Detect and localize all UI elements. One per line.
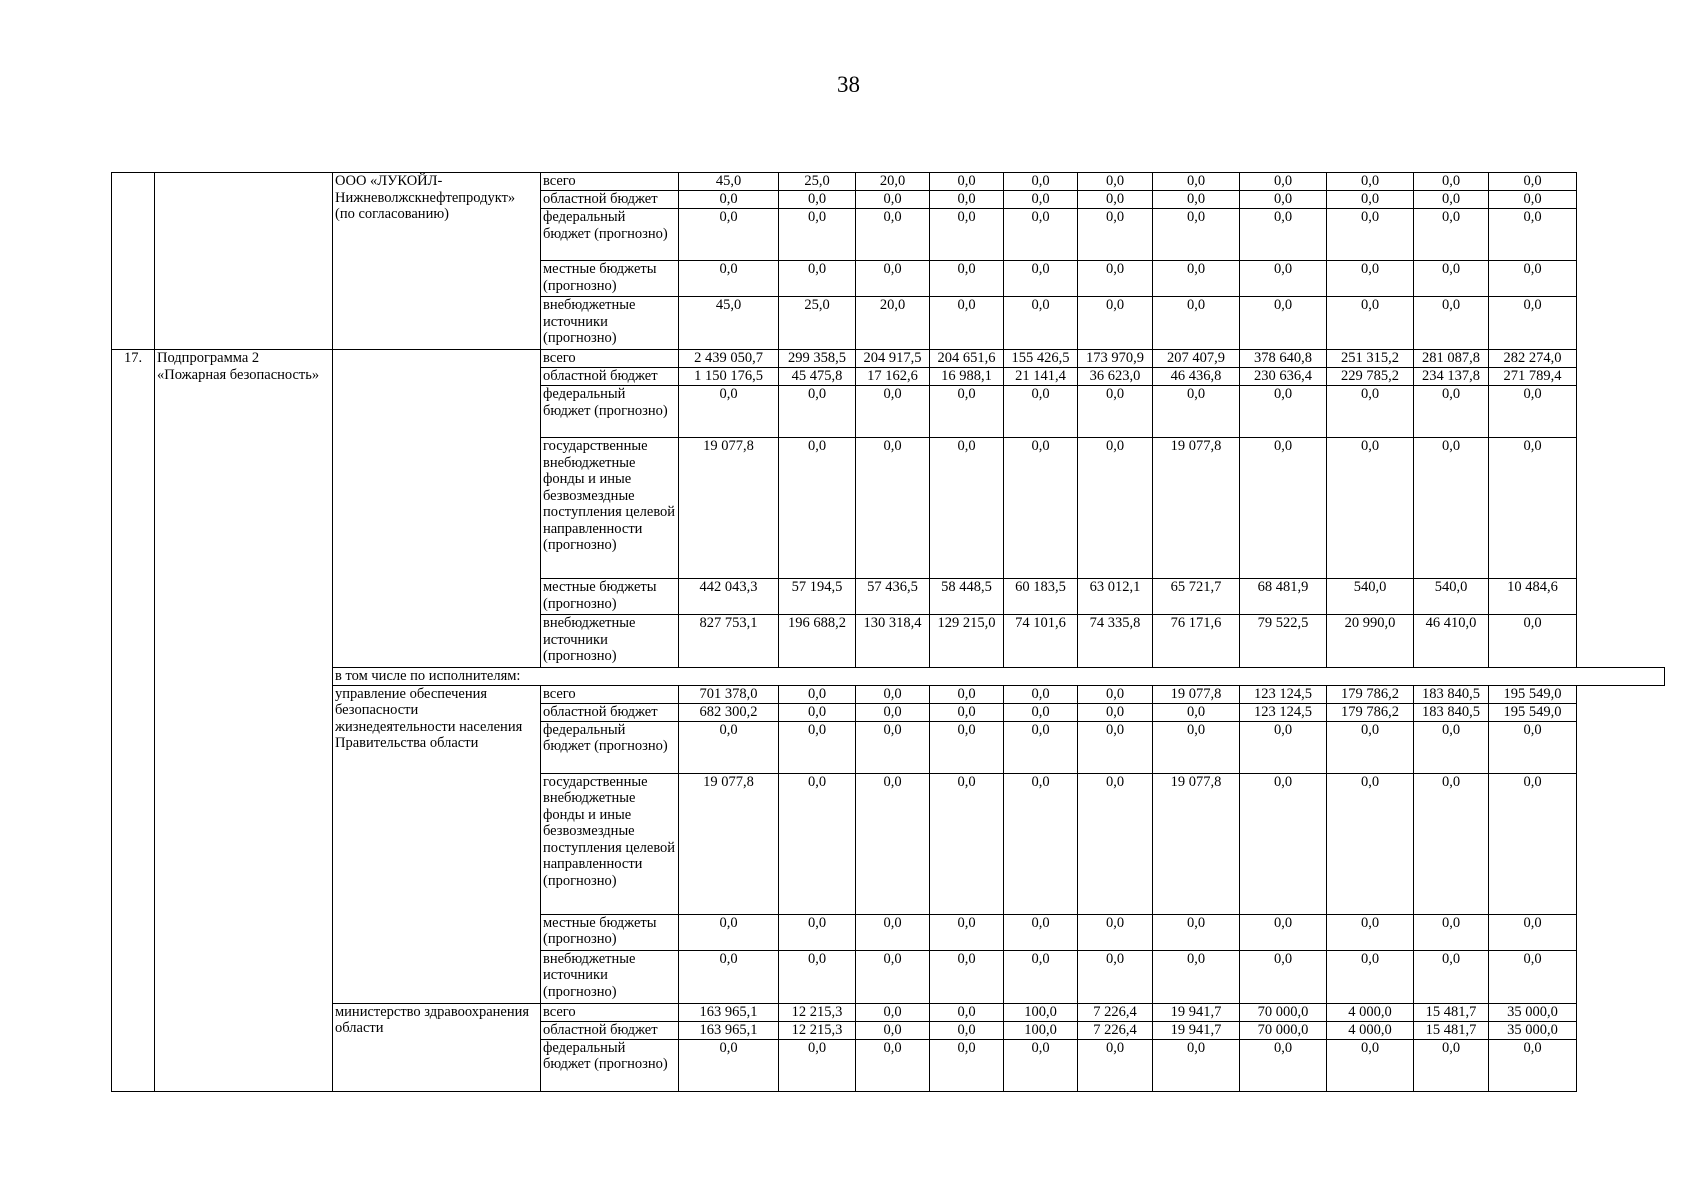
funding-source-label: областной бюджет	[541, 1021, 679, 1039]
executor-cell: управление обеспечения безопасности жизнедеятельности населения Правительства области	[333, 685, 541, 1003]
value-cell: 0,0	[1240, 191, 1327, 209]
value-cell: 0,0	[856, 438, 930, 579]
value-cell: 682 300,2	[679, 703, 779, 721]
value-cell: 46 436,8	[1153, 368, 1240, 386]
value-cell: 0,0	[1414, 209, 1489, 261]
value-cell: 701 378,0	[679, 685, 779, 703]
value-cell: 19 077,8	[679, 438, 779, 579]
value-cell: 204 917,5	[856, 350, 930, 368]
value-cell: 0,0	[1414, 721, 1489, 773]
funding-source-label: внебюджетные источники (прогнозно)	[541, 297, 679, 350]
value-cell: 0,0	[1240, 950, 1327, 1003]
value-cell: 0,0	[1489, 209, 1577, 261]
value-cell: 19 077,8	[1153, 685, 1240, 703]
value-cell: 0,0	[1489, 173, 1577, 191]
value-cell: 0,0	[1489, 438, 1577, 579]
value-cell: 0,0	[1078, 950, 1153, 1003]
value-cell: 0,0	[679, 950, 779, 1003]
value-cell: 0,0	[679, 1039, 779, 1091]
value-cell: 0,0	[1327, 721, 1414, 773]
funding-source-label: внебюджетные источники (прогнозно)	[541, 615, 679, 668]
value-cell: 0,0	[1004, 721, 1078, 773]
value-cell: 0,0	[1004, 1039, 1078, 1091]
value-cell: 35 000,0	[1489, 1021, 1577, 1039]
value-cell: 173 970,9	[1078, 350, 1153, 368]
value-cell: 0,0	[1414, 386, 1489, 438]
value-cell: 74 335,8	[1078, 615, 1153, 668]
value-cell: 20,0	[856, 173, 930, 191]
value-cell: 0,0	[1489, 950, 1577, 1003]
value-cell: 0,0	[1240, 261, 1327, 297]
value-cell: 0,0	[1004, 685, 1078, 703]
value-cell: 0,0	[1414, 1039, 1489, 1091]
table-body	[112, 173, 1665, 1092]
value-cell: 0,0	[1153, 721, 1240, 773]
value-cell: 0,0	[1004, 261, 1078, 297]
value-cell: 0,0	[1004, 191, 1078, 209]
value-cell: 76 171,6	[1153, 615, 1240, 668]
value-cell: 0,0	[679, 721, 779, 773]
value-cell: 0,0	[930, 1021, 1004, 1039]
value-cell: 0,0	[1004, 386, 1078, 438]
table-row	[112, 173, 1665, 191]
value-cell: 45 475,8	[779, 368, 856, 386]
funding-source-label: федеральный бюджет (прогнозно)	[541, 209, 679, 261]
value-cell: 204 651,6	[930, 350, 1004, 368]
value-cell: 0,0	[1327, 173, 1414, 191]
page-number: 38	[837, 72, 860, 97]
value-cell: 0,0	[930, 438, 1004, 579]
value-cell: 0,0	[679, 386, 779, 438]
value-cell: 0,0	[1153, 261, 1240, 297]
value-cell: 68 481,9	[1240, 579, 1327, 615]
table-row	[112, 668, 1665, 686]
value-cell: 0,0	[1078, 438, 1153, 579]
value-cell: 0,0	[1240, 773, 1327, 914]
value-cell: 35 000,0	[1489, 1003, 1577, 1021]
value-cell: 251 315,2	[1327, 350, 1414, 368]
value-cell: 0,0	[1078, 261, 1153, 297]
value-cell: 63 012,1	[1078, 579, 1153, 615]
value-cell: 74 101,6	[1004, 615, 1078, 668]
value-cell: 0,0	[779, 773, 856, 914]
value-cell: 0,0	[1078, 191, 1153, 209]
value-cell: 0,0	[1414, 438, 1489, 579]
value-cell: 0,0	[779, 950, 856, 1003]
value-cell: 70 000,0	[1240, 1003, 1327, 1021]
value-cell: 0,0	[779, 386, 856, 438]
value-cell: 0,0	[1004, 173, 1078, 191]
value-cell: 0,0	[1078, 773, 1153, 914]
value-cell: 0,0	[1078, 173, 1153, 191]
value-cell: 0,0	[779, 703, 856, 721]
value-cell: 0,0	[1489, 773, 1577, 914]
value-cell: 0,0	[1240, 209, 1327, 261]
table-row	[112, 685, 1665, 703]
value-cell: 0,0	[1153, 209, 1240, 261]
value-cell: 540,0	[1327, 579, 1414, 615]
value-cell: 25,0	[779, 173, 856, 191]
value-cell: 0,0	[856, 721, 930, 773]
value-cell: 0,0	[930, 721, 1004, 773]
executor-cell: министерство здравоохранения области	[333, 1003, 541, 1091]
value-cell: 123 124,5	[1240, 685, 1327, 703]
value-cell: 0,0	[1078, 386, 1153, 438]
value-cell: 17 162,6	[856, 368, 930, 386]
value-cell: 0,0	[779, 209, 856, 261]
value-cell: 0,0	[1153, 950, 1240, 1003]
executors-subheader: в том числе по исполнителям:	[333, 668, 1665, 686]
value-cell: 7 226,4	[1078, 1003, 1153, 1021]
value-cell: 0,0	[1153, 297, 1240, 350]
value-cell: 0,0	[1153, 914, 1240, 950]
value-cell: 0,0	[1489, 1039, 1577, 1091]
funding-source-label: местные бюджеты (прогнозно)	[541, 579, 679, 615]
value-cell: 57 194,5	[779, 579, 856, 615]
value-cell: 0,0	[1414, 773, 1489, 914]
value-cell: 0,0	[1489, 297, 1577, 350]
value-cell: 70 000,0	[1240, 1021, 1327, 1039]
value-cell: 179 786,2	[1327, 685, 1414, 703]
value-cell: 19 077,8	[1153, 438, 1240, 579]
value-cell: 10 484,6	[1489, 579, 1577, 615]
value-cell: 20 990,0	[1327, 615, 1414, 668]
value-cell: 0,0	[856, 703, 930, 721]
value-cell: 123 124,5	[1240, 703, 1327, 721]
row-number-cell	[112, 173, 155, 350]
value-cell: 0,0	[1240, 173, 1327, 191]
value-cell: 0,0	[930, 950, 1004, 1003]
value-cell: 0,0	[930, 685, 1004, 703]
funding-source-label: федеральный бюджет (прогнозно)	[541, 386, 679, 438]
value-cell: 229 785,2	[1327, 368, 1414, 386]
value-cell: 45,0	[679, 297, 779, 350]
value-cell: 1 150 176,5	[679, 368, 779, 386]
value-cell: 0,0	[1414, 914, 1489, 950]
value-cell: 282 274,0	[1489, 350, 1577, 368]
value-cell: 0,0	[930, 209, 1004, 261]
value-cell: 0,0	[779, 685, 856, 703]
value-cell: 0,0	[779, 191, 856, 209]
value-cell: 0,0	[1327, 1039, 1414, 1091]
value-cell: 19 077,8	[1153, 773, 1240, 914]
value-cell: 281 087,8	[1414, 350, 1489, 368]
value-cell: 183 840,5	[1414, 703, 1489, 721]
value-cell: 0,0	[1489, 615, 1577, 668]
row-number-cell: 17.	[112, 350, 155, 1092]
value-cell: 0,0	[1414, 261, 1489, 297]
value-cell: 57 436,5	[856, 579, 930, 615]
value-cell: 0,0	[930, 297, 1004, 350]
value-cell: 0,0	[1153, 173, 1240, 191]
value-cell: 0,0	[856, 914, 930, 950]
value-cell: 4 000,0	[1327, 1003, 1414, 1021]
funding-source-label: федеральный бюджет (прогнозно)	[541, 1039, 679, 1091]
value-cell: 58 448,5	[930, 579, 1004, 615]
value-cell: 0,0	[1327, 191, 1414, 209]
program-name-cell	[155, 173, 333, 350]
value-cell: 0,0	[1153, 703, 1240, 721]
funding-source-label: областной бюджет	[541, 703, 679, 721]
value-cell: 827 753,1	[679, 615, 779, 668]
value-cell: 0,0	[1327, 386, 1414, 438]
funding-source-label: внебюджетные источники (прогнозно)	[541, 950, 679, 1003]
value-cell: 129 215,0	[930, 615, 1004, 668]
value-cell: 19 941,7	[1153, 1003, 1240, 1021]
value-cell: 0,0	[779, 261, 856, 297]
value-cell: 442 043,3	[679, 579, 779, 615]
value-cell: 195 549,0	[1489, 703, 1577, 721]
value-cell: 0,0	[1414, 297, 1489, 350]
value-cell: 0,0	[1153, 191, 1240, 209]
value-cell: 19 941,7	[1153, 1021, 1240, 1039]
value-cell: 271 789,4	[1489, 368, 1577, 386]
value-cell: 0,0	[1327, 438, 1414, 579]
value-cell: 0,0	[856, 1039, 930, 1091]
program-name-cell: Подпрограмма 2 «Пожарная безопасность»	[155, 350, 333, 1092]
funding-source-label: всего	[541, 173, 679, 191]
funding-source-label: федеральный бюджет (прогнозно)	[541, 721, 679, 773]
value-cell: 79 522,5	[1240, 615, 1327, 668]
budget-table	[111, 172, 1665, 1092]
value-cell: 100,0	[1004, 1021, 1078, 1039]
value-cell: 60 183,5	[1004, 579, 1078, 615]
value-cell: 0,0	[930, 386, 1004, 438]
value-cell: 0,0	[1240, 1039, 1327, 1091]
value-cell: 540,0	[1414, 579, 1489, 615]
value-cell: 0,0	[1004, 703, 1078, 721]
value-cell: 0,0	[1240, 721, 1327, 773]
value-cell: 0,0	[1489, 914, 1577, 950]
value-cell: 0,0	[930, 773, 1004, 914]
value-cell: 0,0	[1414, 191, 1489, 209]
value-cell: 45,0	[679, 173, 779, 191]
value-cell: 0,0	[856, 950, 930, 1003]
value-cell: 0,0	[1078, 721, 1153, 773]
value-cell: 65 721,7	[1153, 579, 1240, 615]
value-cell: 0,0	[1004, 773, 1078, 914]
value-cell: 0,0	[1078, 209, 1153, 261]
value-cell: 0,0	[1153, 1039, 1240, 1091]
value-cell: 0,0	[1414, 950, 1489, 1003]
executor-cell	[333, 350, 541, 668]
value-cell: 0,0	[1489, 261, 1577, 297]
value-cell: 0,0	[779, 438, 856, 579]
value-cell: 0,0	[1078, 685, 1153, 703]
value-cell: 0,0	[1078, 297, 1153, 350]
funding-source-label: государственные внебюджетные фонды и иные безвозмездные поступления целевой направленности (прогнозно)	[541, 773, 679, 914]
value-cell: 155 426,5	[1004, 350, 1078, 368]
value-cell: 0,0	[1489, 721, 1577, 773]
table-row	[112, 1003, 1665, 1021]
value-cell: 207 407,9	[1153, 350, 1240, 368]
value-cell: 2 439 050,7	[679, 350, 779, 368]
value-cell: 0,0	[779, 1039, 856, 1091]
value-cell: 19 077,8	[679, 773, 779, 914]
value-cell: 0,0	[679, 191, 779, 209]
funding-source-label: областной бюджет	[541, 368, 679, 386]
value-cell: 12 215,3	[779, 1003, 856, 1021]
value-cell: 0,0	[930, 1003, 1004, 1021]
value-cell: 0,0	[1240, 914, 1327, 950]
value-cell: 0,0	[856, 209, 930, 261]
funding-source-label: государственные внебюджетные фонды и иные безвозмездные поступления целевой направленности (прогнозно)	[541, 438, 679, 579]
value-cell: 378 640,8	[1240, 350, 1327, 368]
value-cell: 196 688,2	[779, 615, 856, 668]
value-cell: 100,0	[1004, 1003, 1078, 1021]
value-cell: 4 000,0	[1327, 1021, 1414, 1039]
value-cell: 0,0	[779, 914, 856, 950]
value-cell: 0,0	[1004, 297, 1078, 350]
value-cell: 0,0	[1489, 191, 1577, 209]
value-cell: 0,0	[1240, 386, 1327, 438]
value-cell: 0,0	[856, 386, 930, 438]
value-cell: 0,0	[1078, 703, 1153, 721]
value-cell: 0,0	[1414, 173, 1489, 191]
value-cell: 0,0	[930, 191, 1004, 209]
value-cell: 15 481,7	[1414, 1003, 1489, 1021]
value-cell: 0,0	[1078, 914, 1153, 950]
value-cell: 163 965,1	[679, 1021, 779, 1039]
value-cell: 46 410,0	[1414, 615, 1489, 668]
value-cell: 21 141,4	[1004, 368, 1078, 386]
funding-source-label: местные бюджеты (прогнозно)	[541, 261, 679, 297]
value-cell: 0,0	[779, 721, 856, 773]
value-cell: 0,0	[1004, 914, 1078, 950]
value-cell: 16 988,1	[930, 368, 1004, 386]
value-cell: 0,0	[1078, 1039, 1153, 1091]
value-cell: 20,0	[856, 297, 930, 350]
value-cell: 0,0	[1489, 386, 1577, 438]
value-cell: 0,0	[1327, 261, 1414, 297]
value-cell: 299 358,5	[779, 350, 856, 368]
value-cell: 0,0	[1153, 386, 1240, 438]
value-cell: 0,0	[856, 261, 930, 297]
value-cell: 130 318,4	[856, 615, 930, 668]
funding-source-label: местные бюджеты (прогнозно)	[541, 914, 679, 950]
value-cell: 0,0	[856, 1003, 930, 1021]
table-row	[112, 350, 1665, 368]
value-cell: 0,0	[1327, 950, 1414, 1003]
funding-source-label: всего	[541, 350, 679, 368]
value-cell: 0,0	[1240, 297, 1327, 350]
funding-source-label: всего	[541, 1003, 679, 1021]
funding-source-label: областной бюджет	[541, 191, 679, 209]
value-cell: 0,0	[930, 1039, 1004, 1091]
executor-cell: ООО «ЛУКОЙЛ-Нижневолжскнефтепродукт» (по согласованию)	[333, 173, 541, 350]
value-cell: 0,0	[679, 209, 779, 261]
value-cell: 0,0	[930, 914, 1004, 950]
value-cell: 0,0	[1327, 914, 1414, 950]
value-cell: 0,0	[679, 914, 779, 950]
value-cell: 0,0	[1240, 438, 1327, 579]
value-cell: 0,0	[856, 191, 930, 209]
value-cell: 0,0	[1327, 773, 1414, 914]
value-cell: 36 623,0	[1078, 368, 1153, 386]
funding-source-label: всего	[541, 685, 679, 703]
value-cell: 0,0	[930, 261, 1004, 297]
value-cell: 15 481,7	[1414, 1021, 1489, 1039]
value-cell: 0,0	[1327, 297, 1414, 350]
value-cell: 0,0	[856, 1021, 930, 1039]
value-cell: 179 786,2	[1327, 703, 1414, 721]
value-cell: 163 965,1	[679, 1003, 779, 1021]
value-cell: 183 840,5	[1414, 685, 1489, 703]
value-cell: 234 137,8	[1414, 368, 1489, 386]
value-cell: 0,0	[1004, 209, 1078, 261]
value-cell: 0,0	[930, 703, 1004, 721]
value-cell: 0,0	[1004, 438, 1078, 579]
value-cell: 0,0	[1327, 209, 1414, 261]
value-cell: 0,0	[856, 773, 930, 914]
value-cell: 0,0	[679, 261, 779, 297]
value-cell: 7 226,4	[1078, 1021, 1153, 1039]
value-cell: 230 636,4	[1240, 368, 1327, 386]
value-cell: 0,0	[856, 685, 930, 703]
value-cell: 0,0	[1004, 950, 1078, 1003]
value-cell: 25,0	[779, 297, 856, 350]
value-cell: 12 215,3	[779, 1021, 856, 1039]
value-cell: 0,0	[930, 173, 1004, 191]
value-cell: 195 549,0	[1489, 685, 1577, 703]
